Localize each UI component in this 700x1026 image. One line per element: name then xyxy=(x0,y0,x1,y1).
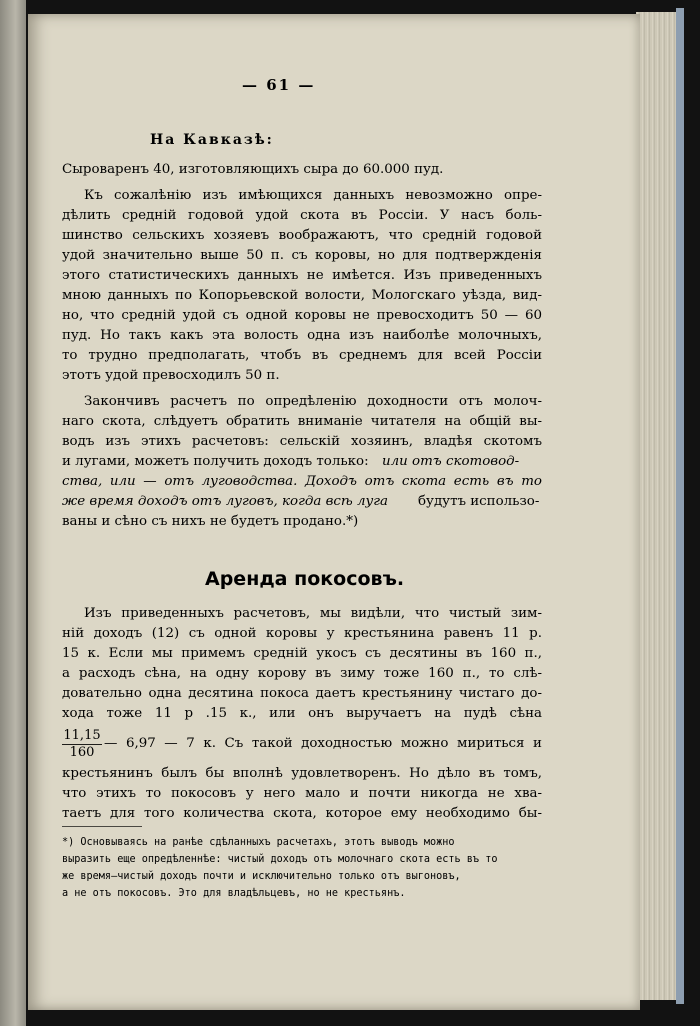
body-line: шинство сельскихъ хозяевъ воображаютъ, что средній годовой xyxy=(62,228,542,243)
body-line: и лугами, можетъ получить доходъ только: xyxy=(62,454,369,469)
body-line: пуд. Но такъ какъ эта волость одна изъ наиболѣе молочныхъ, xyxy=(62,328,542,343)
page-number: — 61 — xyxy=(242,76,316,94)
body-line-italic: же время доходъ отъ луговъ, когда всѣ луга xyxy=(62,494,389,509)
body-line: Закончивъ расчетъ по опредѣленію доходности отъ молоч- xyxy=(84,394,542,409)
rent-line: — 6,97 — 7 к. Съ такой доходностью можно мириться и xyxy=(104,736,542,751)
rent-line: Изъ приведенныхъ расчетовъ, мы видѣли, что чистый зим- xyxy=(84,606,542,621)
body-line: Къ сожалѣнію изъ имѣющихся данныхъ невозможно опре- xyxy=(84,188,542,203)
body-line: этого статистическихъ данныхъ не имѣется. Изъ приведенныхъ xyxy=(62,268,542,283)
footnote-line: а не отъ покосовъ. Это для владѣльцевъ, но не крестьянъ. xyxy=(62,888,406,899)
body-line: удой значительно выше 50 п. съ коровы, но для подтвержденія xyxy=(62,248,542,263)
body-line: этотъ удой превосходилъ 50 п. xyxy=(62,368,280,383)
rent-line: что этихъ то покосовъ у него мало и почти никогда не хва- xyxy=(62,786,542,801)
adjacent-page-edge xyxy=(0,0,26,1026)
rent-line: хода тоже 11 р .15 к., или онъ выручаетъ на пудѣ сѣна xyxy=(62,706,542,721)
body-line: водъ изъ этихъ расчетовъ: сельскій хозяинъ, владѣя скотомъ xyxy=(62,434,542,449)
footnote-rule xyxy=(62,826,142,827)
page-stack-edge xyxy=(636,12,681,1000)
body-line-italic: или отъ скотовод- xyxy=(382,454,520,469)
body-line: наго скота, слѣдуетъ обратить вниманіе читателя на общій вы- xyxy=(62,414,542,429)
fraction-numerator: 11,15 xyxy=(63,728,101,743)
body-line: Сыроваренъ 40, изготовляющихъ сыра до 60.000 пуд. xyxy=(62,162,444,177)
rent-line: а расходъ сѣна, на одну корову въ зиму тоже 160 п., то слѣ- xyxy=(62,666,542,681)
body-line: ваны и сѣно съ нихъ не будетъ продано.*) xyxy=(62,514,359,529)
fraction xyxy=(62,728,102,761)
footnote-line: *) Основываясь на ранѣе сдѣланныхъ расчетахъ, этотъ выводъ можно xyxy=(62,837,455,848)
body-line: будутъ использо- xyxy=(418,494,540,509)
rent-line: довательно одна десятина покоса даетъ крестьянину чистаго до- xyxy=(62,686,542,701)
book-cover-edge xyxy=(676,8,684,1004)
body-line: но, что средній удой съ одной коровы не превосходитъ 50 — 60 xyxy=(62,308,542,323)
body-line: мною данныхъ по Копорьевской волости, Мологскаго уѣзда, вид- xyxy=(62,288,542,303)
footnote-line: выразить еще опредѣленнѣе: чистый доходъ отъ молочнаго скота есть въ то xyxy=(62,854,498,865)
rent-line: 15 к. Если мы примемъ средній укосъ съ десятины въ 160 п., xyxy=(62,646,542,661)
footnote-line: же время—чистый доходъ почти и исключительно только отъ выгоновъ, xyxy=(62,871,461,882)
rent-line: ній доходъ (12) съ одной коровы у крестьянина равенъ 11 р. xyxy=(62,626,542,641)
heading-caucasus: На Кавказѣ: xyxy=(150,132,274,148)
rent-line: таетъ для того количества скота, которое ему необходимо бы- xyxy=(62,806,542,821)
body-line: то трудно предполагать, чтобъ въ среднемъ для всей Россіи xyxy=(62,348,542,363)
body-line-italic: ства, или — отъ луговодства. Доходъ отъ скота есть въ то xyxy=(62,474,542,489)
body-line: дѣлить средній годовой удой скота въ Россіи. У насъ боль- xyxy=(62,208,542,223)
heading-rent: Аренда покосовъ. xyxy=(205,568,405,590)
rent-line: крестьянинъ былъ бы вполнѣ удовлетворенъ. Но дѣло въ томъ, xyxy=(62,766,542,781)
fraction-denominator: 160 xyxy=(69,745,95,760)
